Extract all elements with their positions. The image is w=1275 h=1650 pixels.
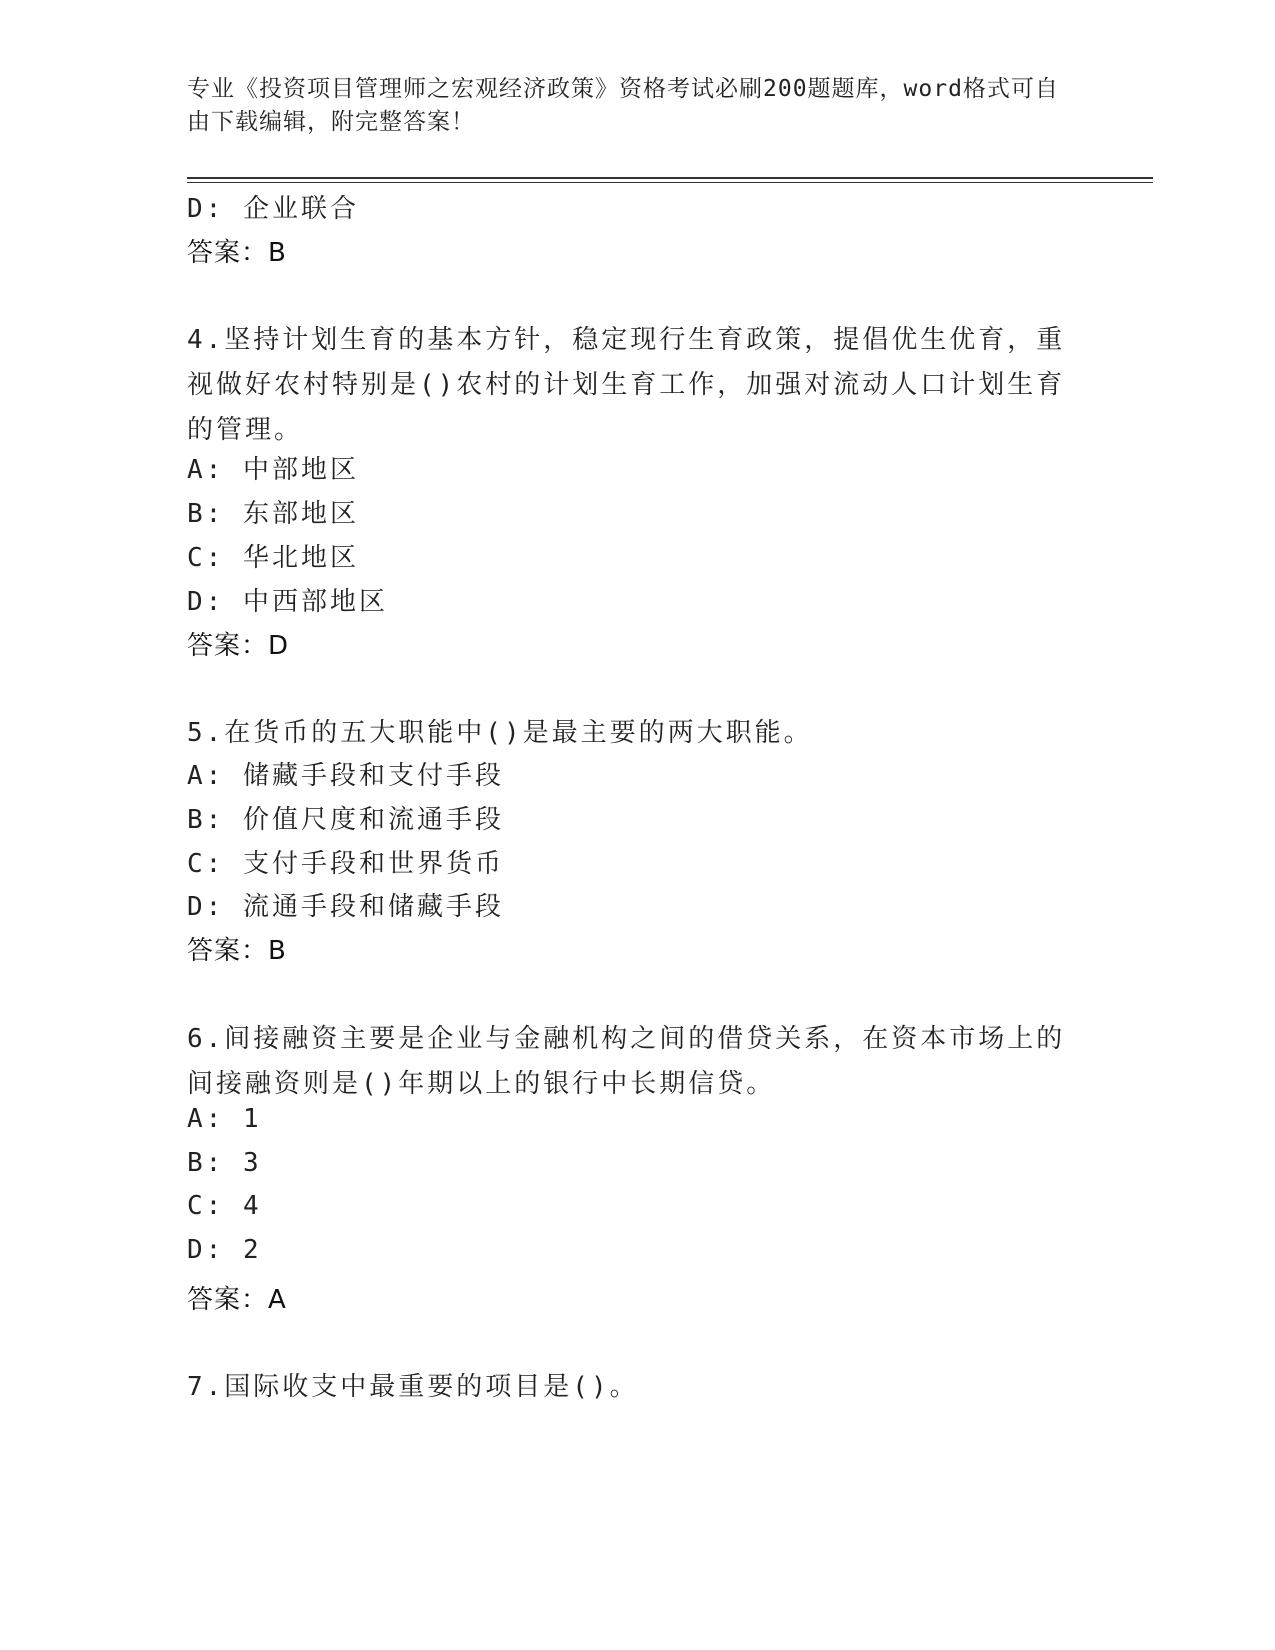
q6-option-c: C: 4 — [187, 1191, 262, 1221]
header-divider-thick — [187, 177, 1153, 179]
q5-question: 5.在货币的五大职能中()是最主要的两大职能。 — [187, 718, 813, 748]
q6-question: 6.间接融资主要是企业与金融机构之间的借贷关系，在资本市场上的间接融资则是()年期以上的银行中长期信贷。 — [187, 1024, 1066, 1099]
q6-option-a: A: 1 — [187, 1104, 262, 1134]
q6-option-d: D: 2 — [187, 1235, 262, 1265]
q6-option-b: B: 3 — [187, 1148, 262, 1178]
q6-answer: 答案：A — [187, 1285, 287, 1315]
document-header: 专业《投资项目管理师之宏观经济政策》资格考试必刷200题题库，word格式可自由下载编辑，附完整答案！ — [187, 76, 1059, 135]
q5-option-d: D: 流通手段和储藏手段 — [187, 892, 504, 922]
q4-option-d: D: 中西部地区 — [187, 587, 388, 617]
q4-option-b: B: 东部地区 — [187, 499, 359, 529]
q7-question: 7.国际收支中最重要的项目是()。 — [187, 1372, 639, 1402]
header-divider-thin — [187, 182, 1153, 183]
q5-option-b: B: 价值尺度和流通手段 — [187, 805, 504, 835]
q4-option-c: C: 华北地区 — [187, 543, 359, 573]
q5-option-c: C: 支付手段和世界货币 — [187, 849, 504, 879]
q5-answer: 答案：B — [187, 936, 287, 966]
q3-option-d: D: 企业联合 — [187, 194, 359, 224]
q4-question: 4.坚持计划生育的基本方针，稳定现行生育政策，提倡优生优育，重视做好农村特别是()农村的计划生育工作，加强对流动人口计划生育的管理。 — [187, 325, 1066, 445]
q5-option-a: A: 储藏手段和支付手段 — [187, 761, 504, 791]
q4-option-a: A: 中部地区 — [187, 455, 359, 485]
q3-answer: 答案：B — [187, 238, 287, 268]
q4-answer: 答案：D — [187, 631, 290, 661]
